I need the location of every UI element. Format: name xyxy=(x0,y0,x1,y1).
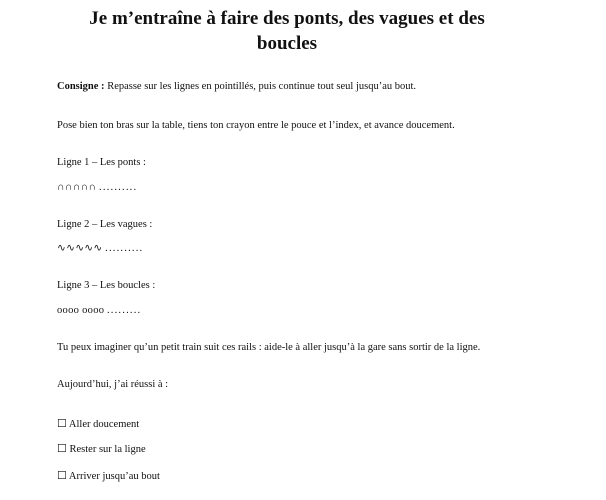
checkbox-icon[interactable]: ☐ xyxy=(57,470,67,482)
loops-pattern: oooo oooo xyxy=(57,305,105,316)
tracing-dots: .......... xyxy=(105,243,144,254)
line-3-exercise xyxy=(57,304,141,317)
tracing-dots: ......... xyxy=(106,305,142,316)
checkbox-icon[interactable]: ☐ xyxy=(57,443,67,455)
success-heading: Aujourd’hui, j’ai réussi à : xyxy=(57,379,169,390)
checklist-label: Arriver jusqu’au bout xyxy=(68,471,160,482)
checklist-item xyxy=(57,443,146,456)
train-text: Tu peux imaginer qu’un petit train suit ces rails : aide-le à aller jusqu’à la gare sans sortir de la ligne. xyxy=(57,342,481,353)
line-1-label: Ligne 1 – Les ponts : xyxy=(57,157,146,168)
checklist-item xyxy=(57,418,139,431)
bridges-pattern: ∩∩∩∩∩ xyxy=(57,182,97,193)
tracing-dots: .......... xyxy=(99,182,138,193)
instruction-text: Repasse sur les lignes en pointillés, puis continue tout seul jusqu’au bout. xyxy=(104,81,417,92)
line-1-exercise xyxy=(57,181,137,194)
checklist-label: Rester sur la ligne xyxy=(69,444,146,455)
waves-pattern: ∿∿∿∿∿ xyxy=(57,243,103,254)
posture-text: Pose bien ton bras sur la table, tiens ton crayon entre le pouce et l’index, et avance doucement. xyxy=(57,120,455,131)
instruction-label: Consigne : xyxy=(57,81,105,92)
line-3-label: Ligne 3 – Les boucles : xyxy=(57,280,156,291)
line-2-label: Ligne 2 – Les vagues : xyxy=(57,219,153,230)
page-title: Je m’entraîne à faire des ponts, des vagues et des boucles xyxy=(89,8,485,54)
checklist-label: Aller doucement xyxy=(68,419,140,430)
line-2-exercise xyxy=(57,242,143,255)
checkbox-icon[interactable]: ☐ xyxy=(57,418,67,430)
checklist-item xyxy=(57,470,160,483)
instruction-line xyxy=(57,80,416,93)
